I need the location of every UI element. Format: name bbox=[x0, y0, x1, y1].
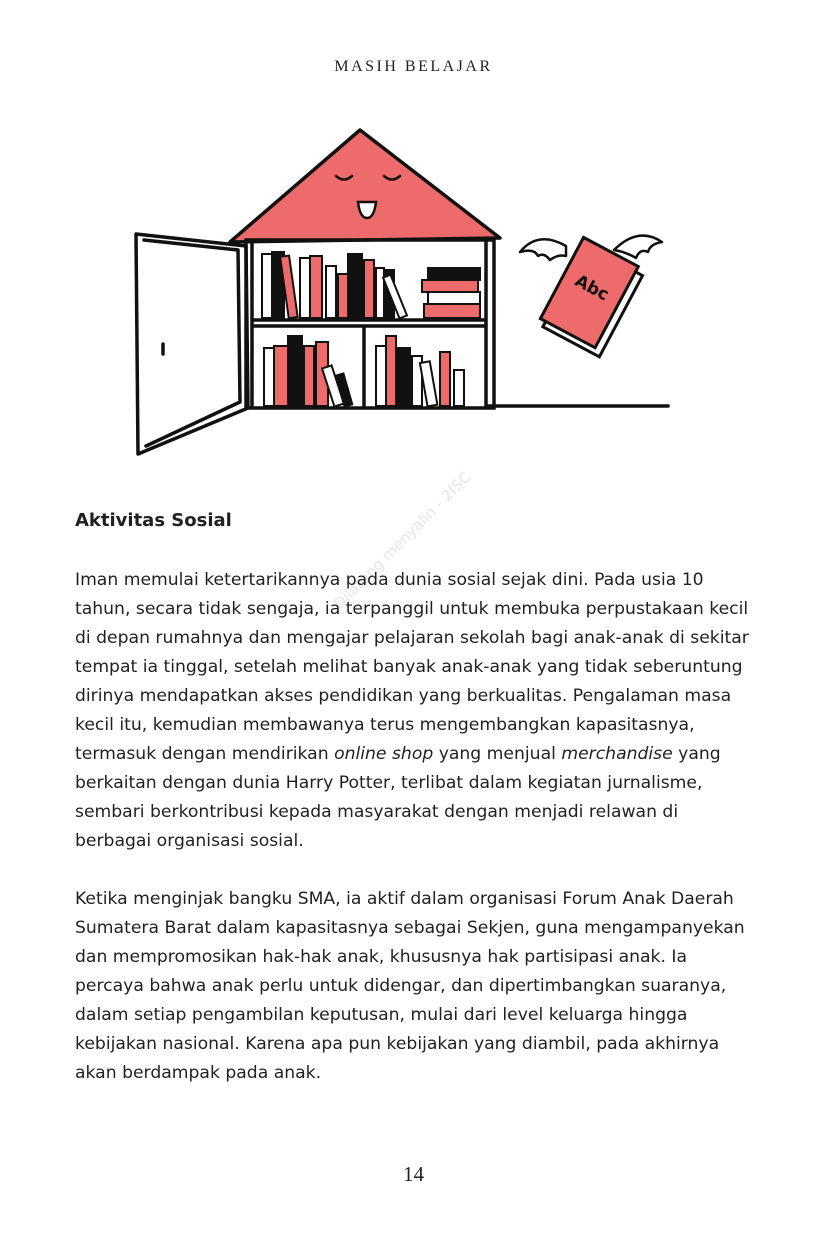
paragraph-1-part-1: Iman memulai ketertarikannya pada dunia sosial sejak dini. Pada usia 10 tahun, secara tidak sengaja, ia terpanggil untuk membuka perpustakaan kecil di depan rumahnya dan mengajar pelajaran sekolah bagi anak-anak di sekitar tempat ia tinggal, setelah melihat banyak anak-anak yang tidak seberuntung dirinya mendapatkan akses pendidikan yang berkualitas. Pengalaman masa kecil itu, kemudian membawanya terus mengembangkan kapasitasnya, termasuk dengan mendirikan bbox=[75, 570, 749, 764]
paragraph-1-part-3: yang berkaitan dengan dunia Harry Potter, terlibat dalam kegiatan jurnalisme, sembari berkontribusi kepada masyarakat dengan menjadi relawan di berbagai organisasi sosial. bbox=[75, 744, 721, 851]
paragraph-1-italic-2: merchandise bbox=[561, 744, 673, 764]
roof bbox=[230, 130, 500, 242]
book-cover-text: Abc bbox=[571, 271, 613, 306]
house-bookshelf-icon bbox=[128, 124, 673, 459]
paragraph-1-part-2: yang menjual bbox=[433, 744, 562, 764]
section-heading: Aktivitas Sosial bbox=[75, 510, 232, 531]
paragraph-1-italic-1: online shop bbox=[334, 744, 434, 764]
page-number: 14 bbox=[403, 1162, 424, 1186]
paragraph-2: Ketika menginjak bangku SMA, ia aktif dalam organisasi Forum Anak Daerah Sumatera Barat dalam kapasitasnya sebagai Sekjen, guna mengampanyekan dan mempromosikan hak-hak anak, khususnya hak partisipasi anak. Ia percaya bahwa anak perlu untuk didengar, dan dipertimbangkan suaranya, dalam setiap pengambilan keputusan, mulai dari level keluarga hingga kebijakan nasional. Karena apa pun kebijakan yang diambil, pada akhirnya akan berdampak pada anak. bbox=[75, 889, 745, 1083]
flying-book-icon bbox=[520, 236, 662, 357]
paragraph-1 bbox=[75, 566, 755, 856]
running-head: MASIH BELAJAR bbox=[334, 58, 493, 75]
watermark: Dilarang menyalin - 2ISC bbox=[330, 468, 475, 613]
